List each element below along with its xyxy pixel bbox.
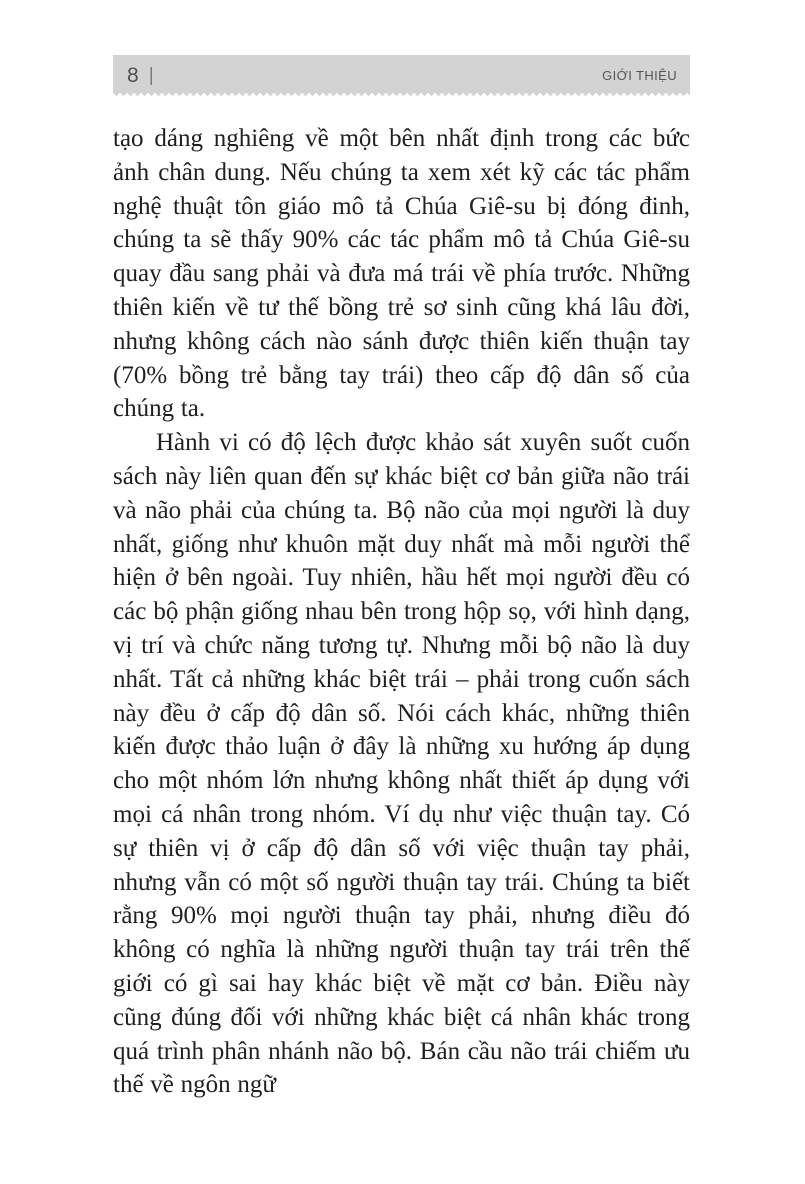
header-left-group: [127, 65, 154, 86]
body-paragraph: tạo dáng nghiêng về một bên nhất định trong các bức ảnh chân dung. Nếu chúng ta xem xét kỹ các tác phẩm nghệ thuật tôn giáo mô tả Chúa Giê-su bị đóng đinh, chúng ta sẽ thấy 90% các tác phẩm mô tả Chúa Giê-su quay đầu sang phải và đưa má trái về phía trước. Những thiên kiến về tư thế bồng trẻ sơ sinh cũng khá lâu đời, nhưng không cách nào sánh được thiên kiến thuận tay (70% bồng trẻ bằng tay trái) theo cấp độ dân số của chúng ta.: [113, 125, 690, 423]
body-paragraph: Hành vi có độ lệch được khảo sát xuyên suốt cuốn sách này liên quan đến sự khác biệt cơ bản giữa não trái và não phải của chúng ta. Bộ não của mọi người là duy nhất, giống như khuôn mặt duy nhất mà mỗi người thể hiện ở bên ngoài. Tuy nhiên, hầu hết mọi người đều có các bộ phận giống nhau bên trong hộp sọ, với hình dạng, vị trí và chức năng tương tự. Nhưng mỗi bộ não là duy nhất. Tất cả những khác biệt trái – phải trong cuốn sách này đều ở cấp độ dân số. Nói cách khác, những thiên kiến được thảo luận ở đây là những xu hướng áp dụng cho một nhóm lớn nhưng không nhất thiết áp dụng với mọi cá nhân trong nhóm. Ví dụ như việc thuận tay. Có sự thiên vị ở cấp độ dân số với việc thuận tay phải, nhưng vẫn có một số người thuận tay trái. Chúng ta biết rằng 90% mọi người thuận tay phải, nhưng điều đó không có nghĩa là những người thuận tay trái trên thế giới có gì sai hay khác biệt về mặt cơ bản. Điều này cũng đúng đối với những khác biệt cá nhân khác trong quá trình phân nhánh não bộ. Bán cầu não trái chiếm ưu thế về ngôn ngữ: [113, 429, 690, 1099]
body-text-column: [113, 122, 690, 1102]
header-separator: |: [148, 65, 154, 86]
page-number: 8: [127, 64, 139, 87]
running-header: [113, 55, 690, 96]
section-title: GIỚI THIỆU: [602, 68, 677, 83]
